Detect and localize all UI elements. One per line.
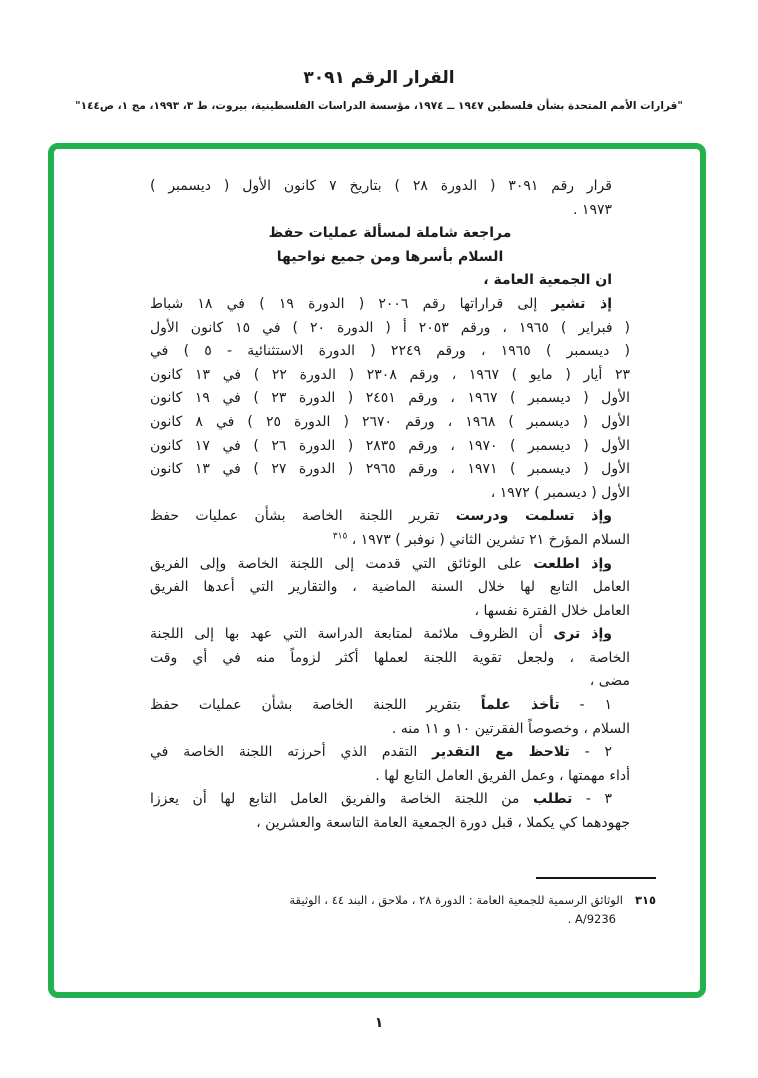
source-citation: "قرارات الأمم المتحدة بشأن فلسطين ١٩٤٧ ــ ١٩٧٤، مؤسسة الدراسات الفلسطينية، بيروت، ط ٣، ١٩٩٣، مج ١، ص١٤٤" xyxy=(75,100,683,112)
text-line: إذ تشير إلى قراراتها رقم ٢٠٠٦ ( الدورة ١٩ ) في ١٨ شباط xyxy=(150,295,612,312)
footnote-doc-ref: A/9236 . xyxy=(567,912,616,926)
text-line: الأول ( ديسمبر ) ١٩٧٠ ، ورقم ٢٨٣٥ ( الدورة ٢٦ ) في ١٧ كانون xyxy=(150,437,630,454)
text-line: السلام بأسرها ومن جميع نواحيها xyxy=(276,248,504,265)
text-line: مضى ، xyxy=(589,673,630,690)
text-line: الأول ( ديسمبر ) ١٩٦٨ ، ورقم ٢٦٧٠ ( الدورة ٢٥ ) في ٨ كانون xyxy=(150,413,630,430)
text-line: ١٩٧٣ . xyxy=(573,201,612,218)
text-line: ( ديسمبر ) ١٩٦٥ ، ورقم ٢٢٤٩ ( الدورة الاستثنائية - ٥ ) في xyxy=(150,343,631,360)
resolution-frame xyxy=(48,143,706,998)
text-line: ٣ - تطلب من اللجنة الخاصة والفريق العامل التابع لها أن يعززا xyxy=(150,791,613,808)
footnote-text: الوثائق الرسمية للجمعية العامة : الدورة ٢٨ ، ملاحق ، البند ٤٤ ، الوثيقة xyxy=(289,893,623,907)
text-line: الخاصة ، ولجعل تقوية اللجنة لعملها أكثر لزوماً منه في أي وقت xyxy=(150,649,630,666)
text-line: قرار رقم ٣٠٩١ ( الدورة ٢٨ ) بتاريخ ٧ كانون الأول ( ديسمبر ) xyxy=(150,178,612,194)
text-line: جهودهما كي يكملا ، قبل دورة الجمعية العامة التاسعة والعشرين ، xyxy=(256,815,630,832)
text-line: مراجعة شاملة لمسألة عمليات حفظ xyxy=(268,225,512,242)
footnote-line xyxy=(204,891,656,910)
text-line: ان الجمعية العامة ، xyxy=(483,272,612,289)
text-line: السلام المؤرخ ٢١ تشرين الثاني ( نوفبر ) ١٩٧٣ ، $^{٣١٥}$ xyxy=(332,531,630,548)
page-number: ١ xyxy=(374,1015,384,1031)
text-line: وإذ تسلمت ودرست تقرير اللجنة الخاصة بشأن عمليات حفظ xyxy=(150,508,612,525)
text-line: وإذ ترى أن الظروف ملائمة لمتابعة الدراسة التي عهد بها إلى اللجنة xyxy=(150,626,612,643)
page-title: القرار الرقم ٣٠٩١ xyxy=(303,68,455,88)
footnote-reference-mark: ٣١٥ xyxy=(332,531,348,542)
text-line: أداء مهمتها ، وعمل الفريق العامل التابع لها . xyxy=(375,767,630,784)
text-line: العامل خلال الفترة نفسها ، xyxy=(474,602,630,619)
text-line: ١ - تأخذ علماً بتقرير اللجنة الخاصة بشأن عمليات حفظ xyxy=(150,697,612,714)
text-line: الأول ( ديسمبر ) ١٩٧٢ ، xyxy=(490,484,630,501)
text-line: وإذ اطلعت على الوثائق التي قدمت إلى اللجنة الخاصة وإلى الفريق xyxy=(150,555,612,572)
footnote-separator xyxy=(536,877,656,879)
text-line: ٢ - تلاحظ مع التقدير التقدم الذي أحرزته اللجنة الخاصة في xyxy=(150,744,612,761)
resolution-text xyxy=(150,175,630,836)
text-line: الأول ( ديسمبر ) ١٩٦٧ ، ورقم ٢٤٥١ ( الدورة ٢٣ ) في ١٩ كانون xyxy=(150,390,630,407)
footnote-marker: ٣١٥ xyxy=(634,893,656,907)
text-line: العامل التابع لها خلال السنة الماضية ، والتقارير التي أعدها الفريق xyxy=(150,579,630,596)
text-line: ( فبراير ) ١٩٦٥ ، ورقم ٢٠٥٣ أ ( الدورة ٢٠ ) في ١٥ كانون الأول xyxy=(150,319,630,336)
text-line: السلام ، وخصوصاً الفقرتين ١٠ و ١١ منه . xyxy=(391,720,630,737)
text-line: الأول ( ديسمبر ) ١٩٧١ ، ورقم ٢٩٦٥ ( الدورة ٢٧ ) في ١٣ كانون xyxy=(150,461,630,478)
footnote xyxy=(204,891,656,929)
text-line: ٢٣ أيار ( مايو ) ١٩٦٧ ، ورقم ٢٣٠٨ ( الدورة ٢٢ ) في ١٣ كانون xyxy=(150,366,630,383)
